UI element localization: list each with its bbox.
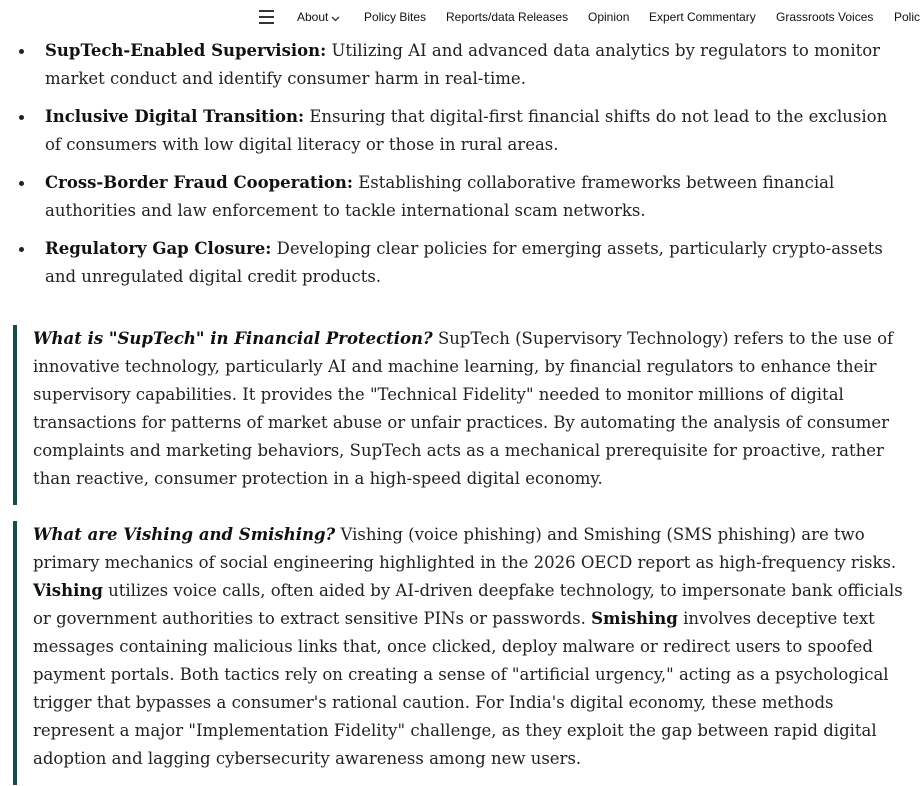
policy-bullet-list [0,37,916,301]
vishing-term: Vishing [33,581,103,600]
bullet-text: Utilizing AI and advanced data analytics by regulators to monitor market conduct and identify consumer harm in real-time. [45,41,881,88]
nav-about[interactable] [297,10,340,25]
bullet-icon [19,247,24,252]
vishing-smishing-callout [13,521,917,785]
nav-expert-commentary[interactable]: Expert Commentary [649,10,756,24]
callout-body-part: utilizes voice calls, often aided by AI-driven deepfake technology, to impersonate bank officials or government authorities to extract sensitive PINs or passwords. [33,581,903,628]
bullet-icon [19,49,24,54]
list-item [0,235,916,291]
bullet-icon [19,115,24,120]
bullet-term: Inclusive Digital Transition: [45,107,305,126]
nav-opinion[interactable]: Opinion [588,10,630,24]
list-item [0,37,916,93]
nav-grassroots-voices[interactable]: Grassroots Voices [776,10,874,24]
chevron-down-icon [331,11,340,25]
nav-policy-bites[interactable]: Policy Bites [364,10,427,24]
bullet-text: Developing clear policies for emerging assets, particularly crypto-assets and unregulated digital credit products. [45,239,883,286]
callout-question: What are Vishing and Smishing? [33,525,336,544]
callout-question: What is "SupTech" in Financial Protection? [33,329,433,348]
list-item [0,103,916,159]
callout-body-part: Vishing (voice phishing) and Smishing (SMS phishing) are two primary mechanics of social engineering highlighted in the 2026 OECD report as high-frequency risks. [33,525,897,572]
nav-about-label: About [297,10,329,24]
nav-policy-truncated[interactable]: Polic [894,10,920,24]
hamburger-menu-icon[interactable] [259,10,274,24]
callout-body: SupTech (Supervisory Technology) refers to the use of innovative technology, particularly AI and machine learning, by financial regulators to enhance their supervisory capabilities. It provides the "Technical Fidelity" needed to monitor millions of digital transactions for patterns of market abuse or unfair practices. By automating the analysis of consumer complaints and marketing behaviors, SupTech acts as a mechanical prerequisite for proactive, rather than reactive, consumer protection in a high-speed digital economy. [33,329,894,488]
bullet-term: SupTech-Enabled Supervision: [45,41,327,60]
callout-body-part: involves deceptive text messages containing malicious links that, once clicked, deploy malware or redirect users to spoofed payment portals. Both tactics rely on creating a sense of "artificial urgency," acting as a psychological trigger that bypasses a consumer's rational caution. For India's digital economy, these methods represent a major "Implementation Fidelity" challenge, as they exploit the gap between rapid digital adoption and lagging cybersecurity awareness among new users. [33,609,889,768]
list-item [0,169,916,225]
suptech-callout [13,325,917,505]
nav-reports-data-releases[interactable]: Reports/data Releases [446,10,569,24]
top-navigation [0,0,920,34]
bullet-term: Regulatory Gap Closure: [45,239,272,258]
smishing-term: Smishing [591,609,678,628]
bullet-icon [19,181,24,186]
bullet-text: Establishing collaborative frameworks between financial authorities and law enforcement to tackle international scam networks. [45,173,835,220]
bullet-text: Ensuring that digital-first financial shifts do not lead to the exclusion of consumers with low digital literacy or those in rural areas. [45,107,888,154]
bullet-term: Cross-Border Fraud Cooperation: [45,173,354,192]
